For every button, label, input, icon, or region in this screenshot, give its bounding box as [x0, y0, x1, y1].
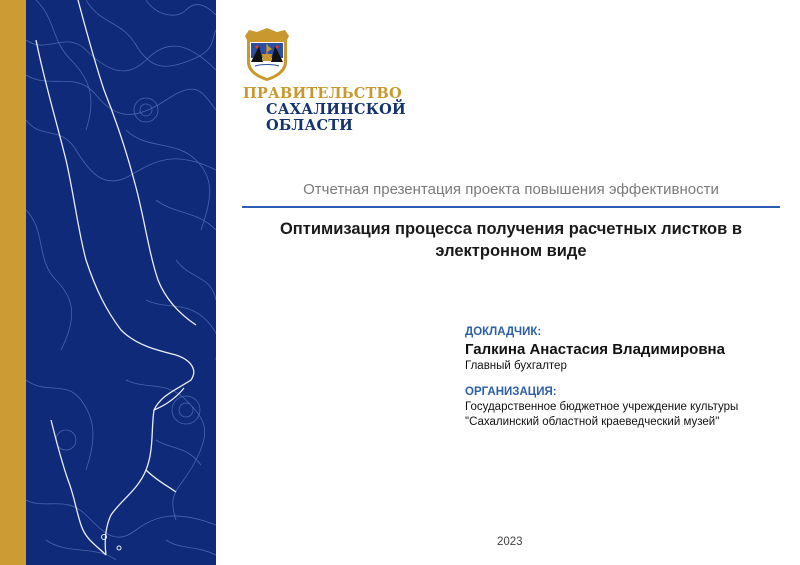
speaker-position: Главный бухгалтер [465, 360, 567, 372]
organization-label: ОРГАНИЗАЦИЯ: [465, 386, 557, 398]
presentation-title: Оптимизация процесса получения расчетных листков в электронном виде [279, 220, 743, 260]
gold-side-stripe [0, 0, 26, 565]
gov-name-line-3: ОБЛАСТИ [266, 117, 354, 134]
contour-map-illustration [26, 0, 216, 565]
organization-name-line-1: Государственное бюджетное учреждение культуры [465, 401, 739, 413]
speaker-name: Галкина Анастасия Владимировна [465, 341, 725, 358]
presentation-year: 2023 [497, 536, 523, 548]
speaker-info-block [465, 326, 785, 429]
sakhalin-coat-of-arms-icon [243, 28, 291, 82]
speaker-label: ДОКЛАДЧИК: [465, 326, 542, 338]
sakhalin-map-panel [26, 0, 216, 565]
government-name-logo [243, 86, 406, 134]
subtitle-divider [242, 206, 780, 208]
presentation-subtitle: Отчетная презентация проекта повышения эффективности [303, 181, 719, 198]
gov-name-line-2: САХАЛИНСКОЙ [266, 101, 406, 118]
organization-name-line-2: "Сахалинский областной краеведческий музей" [465, 416, 720, 428]
gov-name-line-1: ПРАВИТЕЛЬСТВО [243, 85, 402, 102]
